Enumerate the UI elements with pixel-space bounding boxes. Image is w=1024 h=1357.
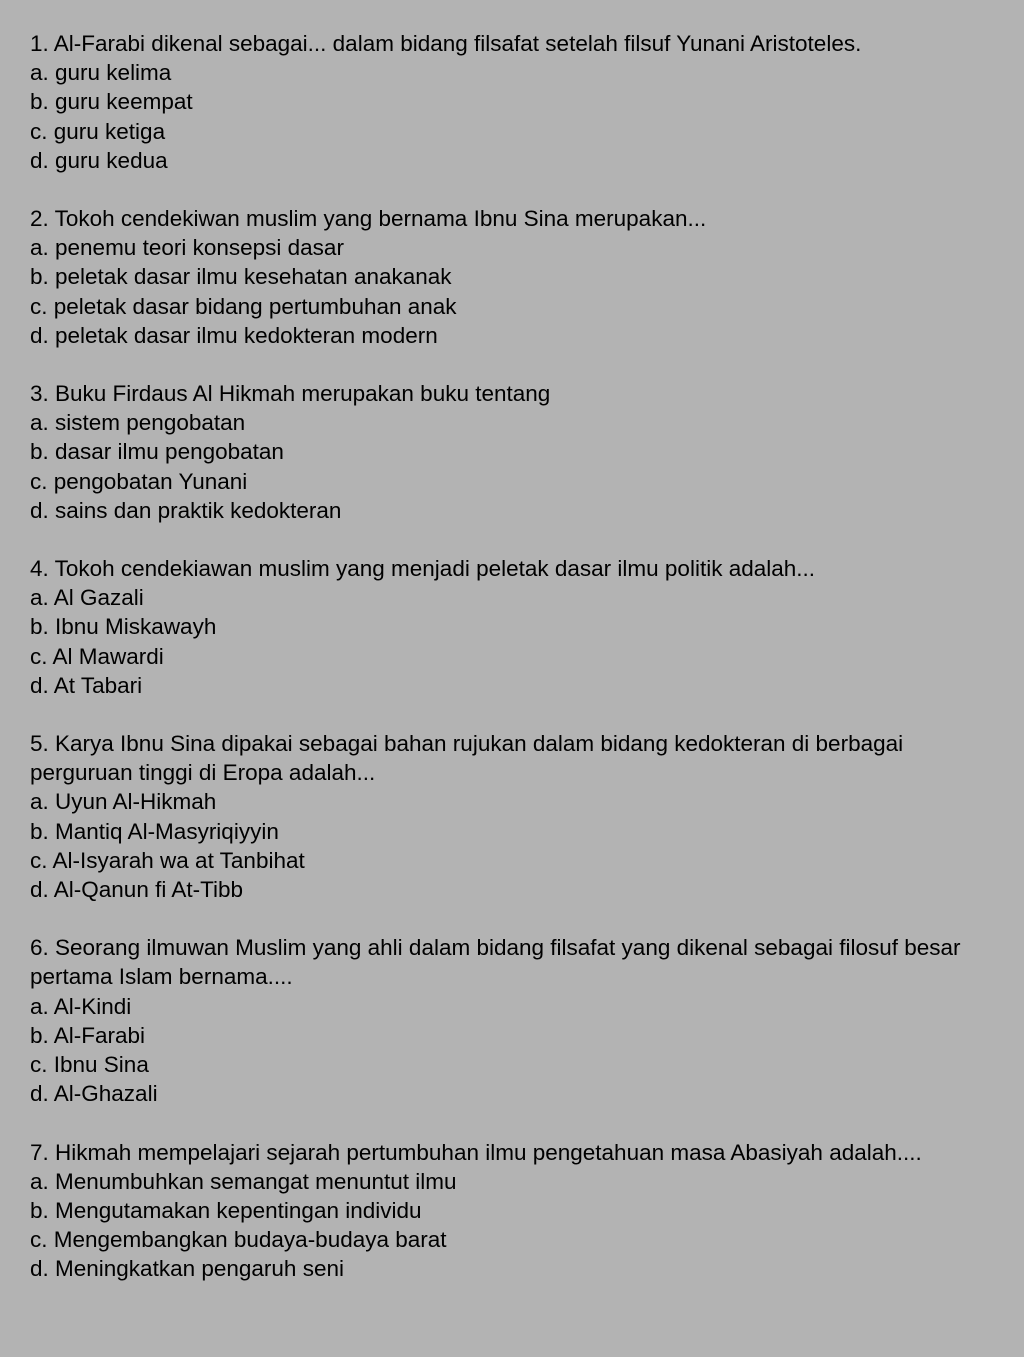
option-c: c. guru ketiga: [30, 118, 166, 144]
option-c: c. Mengembangkan budaya-budaya barat: [30, 1227, 447, 1253]
question-text: 3. Buku Firdaus Al Hikmah merupakan buku tentang: [30, 381, 551, 407]
option-a: a. sistem pengobatan: [30, 410, 246, 436]
question-4: [30, 554, 1024, 700]
option-a: a. guru kelima: [30, 60, 172, 86]
question-5: [30, 729, 1024, 904]
option-b: b. Mengutamakan kepentingan individu: [30, 1197, 422, 1223]
option-d: d. Meningkatkan pengaruh seni: [30, 1256, 344, 1282]
option-a: a. Menumbuhkan semangat menuntut ilmu: [30, 1168, 457, 1194]
option-b: b. Mantiq Al-Masyriqiyyin: [30, 818, 279, 844]
option-d: d. Al-Ghazali: [30, 1081, 158, 1107]
question-text: 4. Tokoh cendekiawan muslim yang menjadi peletak dasar ilmu politik adalah...: [30, 556, 816, 582]
option-b: b. guru keempat: [30, 89, 193, 115]
question-text: 1. Al-Farabi dikenal sebagai... dalam bidang filsafat setelah filsuf Yunani Aristoteles.: [30, 31, 862, 56]
question-2: [30, 204, 1024, 350]
option-b: b. Ibnu Miskawayh: [30, 614, 217, 640]
option-d: d. Al-Qanun fi At-Tibb: [30, 877, 244, 903]
option-a: a. Uyun Al-Hikmah: [30, 789, 217, 815]
option-b: b. dasar ilmu pengobatan: [30, 439, 284, 465]
question-1: [30, 29, 1024, 175]
option-c: c. peletak dasar bidang pertumbuhan anak: [30, 293, 457, 319]
option-c: c. pengobatan Yunani: [30, 468, 248, 494]
question-text: 5. Karya Ibnu Sina dipakai sebagai bahan rujukan dalam bidang kedokteran di berbagai perguruan tinggi di Eropa adalah...: [30, 731, 904, 786]
option-b: b. peletak dasar ilmu kesehatan anakanak: [30, 264, 452, 290]
option-d: d. At Tabari: [30, 672, 143, 698]
question-7: [30, 1138, 1024, 1284]
question-text: 6. Seorang ilmuwan Muslim yang ahli dalam bidang filsafat yang dikenal sebagai filosuf besar pertama Islam bernama....: [30, 935, 961, 990]
option-a: a. penemu teori konsepsi dasar: [30, 235, 344, 261]
question-3: [30, 379, 1024, 525]
option-d: d. sains dan praktik kedokteran: [30, 497, 342, 523]
option-c: c. Al Mawardi: [30, 643, 164, 669]
option-d: d. peletak dasar ilmu kedokteran modern: [30, 322, 438, 348]
question-text: 2. Tokoh cendekiwan muslim yang bernama Ibnu Sina merupakan...: [30, 206, 707, 232]
option-c: c. Ibnu Sina: [30, 1052, 149, 1078]
option-b: b. Al-Farabi: [30, 1022, 146, 1048]
option-a: a. Al Gazali: [30, 585, 144, 611]
question-6: [30, 933, 1024, 1108]
option-c: c. Al-Isyarah wa at Tanbihat: [30, 847, 305, 873]
option-d: d. guru kedua: [30, 147, 168, 173]
question-text: 7. Hikmah mempelajari sejarah pertumbuhan ilmu pengetahuan masa Abasiyah adalah....: [30, 1139, 922, 1165]
option-a: a. Al-Kindi: [30, 993, 132, 1019]
